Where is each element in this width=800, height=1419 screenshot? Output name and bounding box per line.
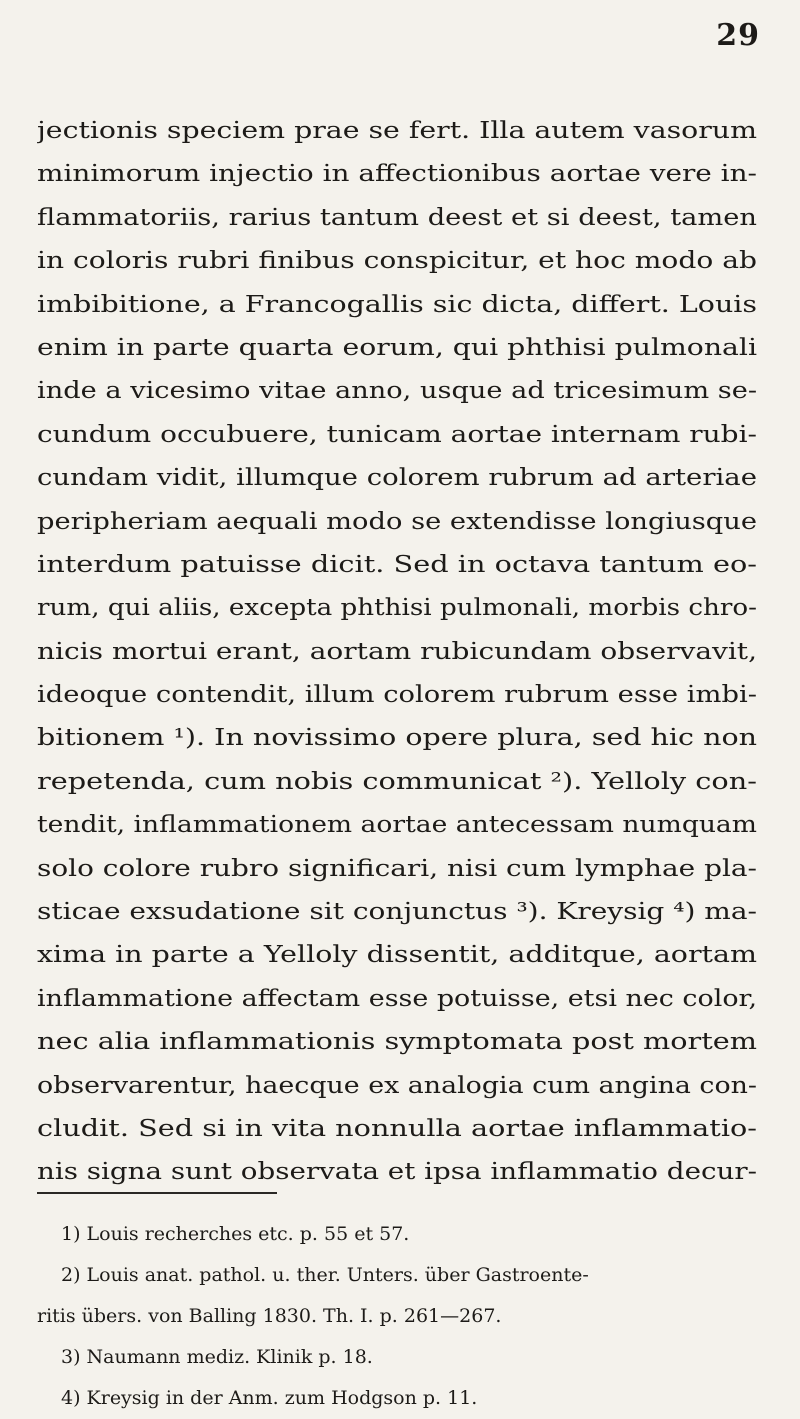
text-line: xima in parte a Yelloly dissentit, additque, aortam <box>37 942 757 969</box>
footnote: ritis übers. von Balling 1830. Th. I. p. 261—267. <box>37 1305 502 1327</box>
text-line: jectionis speciem prae se fert. Illa autem vasorum <box>37 118 757 144</box>
text-line: bitionem ¹). In novissimo opere plura, sed hic non <box>37 725 757 752</box>
footnotes <box>37 1214 757 1419</box>
text-line: peripheriam aequali modo se extendisse longiusque <box>37 508 757 535</box>
footnote: 1) Louis recherches etc. p. 55 et 57. <box>61 1223 410 1245</box>
text-line: imbibitione, a Francogallis sic dicta, differt. Louis <box>37 291 757 318</box>
text-line: repetenda, cum nobis communicat ²). Yelloly con- <box>37 768 757 795</box>
text-line: inflammatione affectam esse potuisse, etsi nec color, <box>37 985 757 1012</box>
text-line: tendit, inflammationem aortae antecessam numquam <box>37 812 757 839</box>
text-line: interdum patuisse dicit. Sed in octava tantum eo- <box>37 551 757 578</box>
text-line: inde a vicesimo vitae anno, usque ad tricesimum se- <box>37 378 757 405</box>
text-line: solo colore rubro significari, nisi cum lymphae pla- <box>37 855 757 882</box>
footnote: 3) Naumann mediz. Klinik p. 18. <box>61 1346 373 1368</box>
page-number: 29 <box>716 18 760 53</box>
footnote: 4) Kreysig in der Anm. zum Hodgson p. 11. <box>61 1387 478 1409</box>
text-line: enim in parte quarta eorum, qui phthisi pulmonali <box>37 334 757 361</box>
text-line: rum, qui aliis, excepta phthisi pulmonali, morbis chro- <box>37 595 757 622</box>
text-line: minimorum injectio in affectionibus aortae vere in- <box>37 161 757 188</box>
text-line: nec alia inflammationis symptomata post mortem <box>37 1029 757 1056</box>
footnote: 2) Louis anat. pathol. u. ther. Unters. über Gastroente- <box>61 1264 589 1286</box>
text-line: observarentur, haecque ex analogia cum angina con- <box>37 1072 757 1099</box>
text-line: nis signa sunt observata et ipsa inflammatio decur- <box>37 1159 757 1186</box>
text-line: in coloris rubri finibus conspicitur, et hoc modo ab <box>37 248 757 275</box>
text-line: sticae exsudatione sit conjunctus ³). Kreysig ⁴) ma- <box>37 899 757 926</box>
text-line: cundam vidit, illumque colorem rubrum ad arteriae <box>37 465 757 492</box>
body-text <box>37 110 757 1195</box>
text-line: flammatoriis, rarius tantum deest et si deest, tamen <box>37 204 757 231</box>
text-line: ideoque contendit, illum colorem rubrum esse imbi- <box>37 682 757 709</box>
text-line: nicis mortui erant, aortam rubicundam observavit, <box>37 638 757 665</box>
text-line: cludit. Sed si in vita nonnulla aortae inflammatio- <box>37 1115 757 1142</box>
footnote-rule <box>37 1192 277 1194</box>
text-line: cundum occubuere, tunicam aortae internam rubi- <box>37 421 757 448</box>
